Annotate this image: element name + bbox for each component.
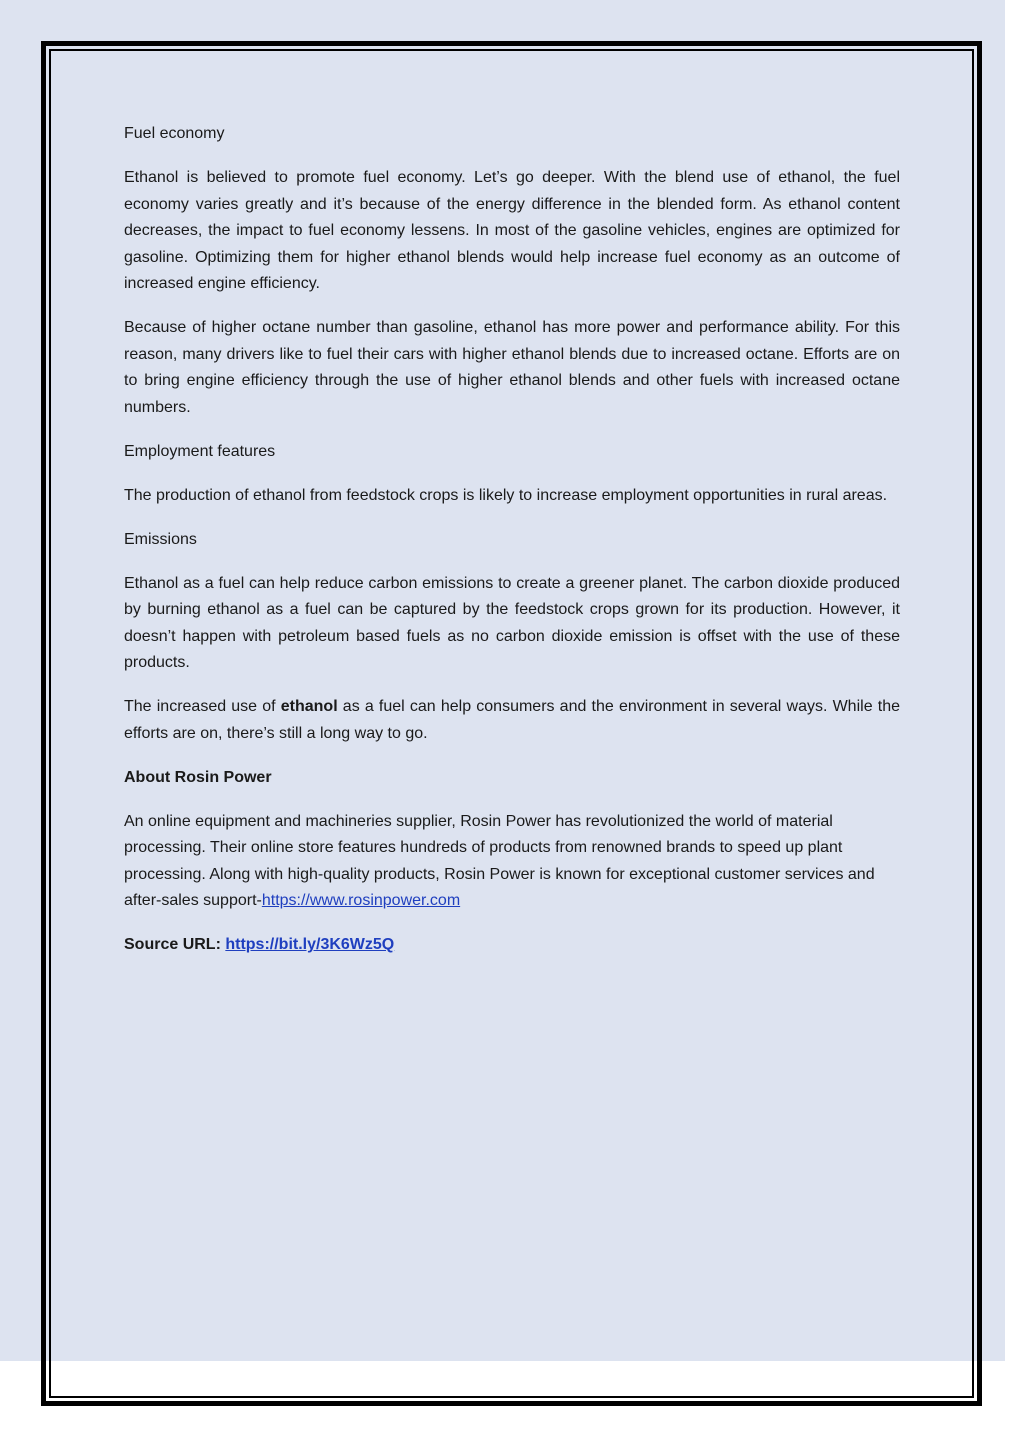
conclusion-text-start: The increased use of	[124, 698, 281, 715]
paragraph-employment: The production of ethanol from feedstock crops is likely to increase employment opportunities in rural areas.	[124, 486, 888, 504]
paragraph-fuel-economy: Ethanol is believed to promote fuel economy. Let’s go deeper. With the blend use of ethanol, the fuel economy varies greatly and it’s because of the energy difference in the blended form. As ethanol content decreases, the impact to fuel economy lessens. In most of the gasoline vehicles, engines are optimized for gasoline. Optimizing them for higher ethanol blends would help increase fuel economy as an outcome of increased engine efficiency.	[124, 169, 900, 292]
section-heading-employment: Employment features	[124, 442, 276, 460]
paragraph-about	[124, 809, 900, 915]
source-url-link[interactable]: https://bit.ly/3K6Wz5Q	[225, 936, 395, 953]
rosinpower-link[interactable]: https://www.rosinpower.com	[261, 892, 461, 909]
paragraph-conclusion	[124, 694, 900, 747]
source-url-label: Source URL:	[124, 936, 226, 953]
conclusion-text-end: as a fuel can help consumers and the environment in several ways. While the efforts are on, there’s still a long way to go.	[124, 698, 900, 742]
paragraph-octane: Because of higher octane number than gasoline, ethanol has more power and performance ability. For this reason, many drivers like to fuel their cars with higher ethanol blends due to increased octane. Efforts are on to bring engine efficiency through the use of higher ethanol blends and other fuels with increased octane numbers.	[124, 319, 900, 416]
paragraph-emissions: Ethanol as a fuel can help reduce carbon emissions to create a greener planet. The carbon dioxide produced by burning ethanol as a fuel can be captured by the feedstock crops grown for its production. However, it doesn’t happen with petroleum based fuels as no carbon dioxide emission is offset with the use of these products.	[124, 574, 900, 671]
section-heading-fuel-economy: Fuel economy	[124, 125, 225, 142]
conclusion-bold-keyword: ethanol	[280, 698, 338, 715]
section-heading-about: About Rosin Power	[124, 768, 272, 786]
source-url-line	[124, 932, 900, 959]
section-heading-emissions: Emissions	[124, 530, 197, 548]
document-body	[124, 121, 900, 976]
about-text: An online equipment and machineries supplier, Rosin Power has revolutionized the world of material processing. Their online store features hundreds of products from renowned brands to speed up plant processing. Along with high-quality products, Rosin Power is known for exceptional customer services and after-sales support-	[124, 812, 875, 909]
